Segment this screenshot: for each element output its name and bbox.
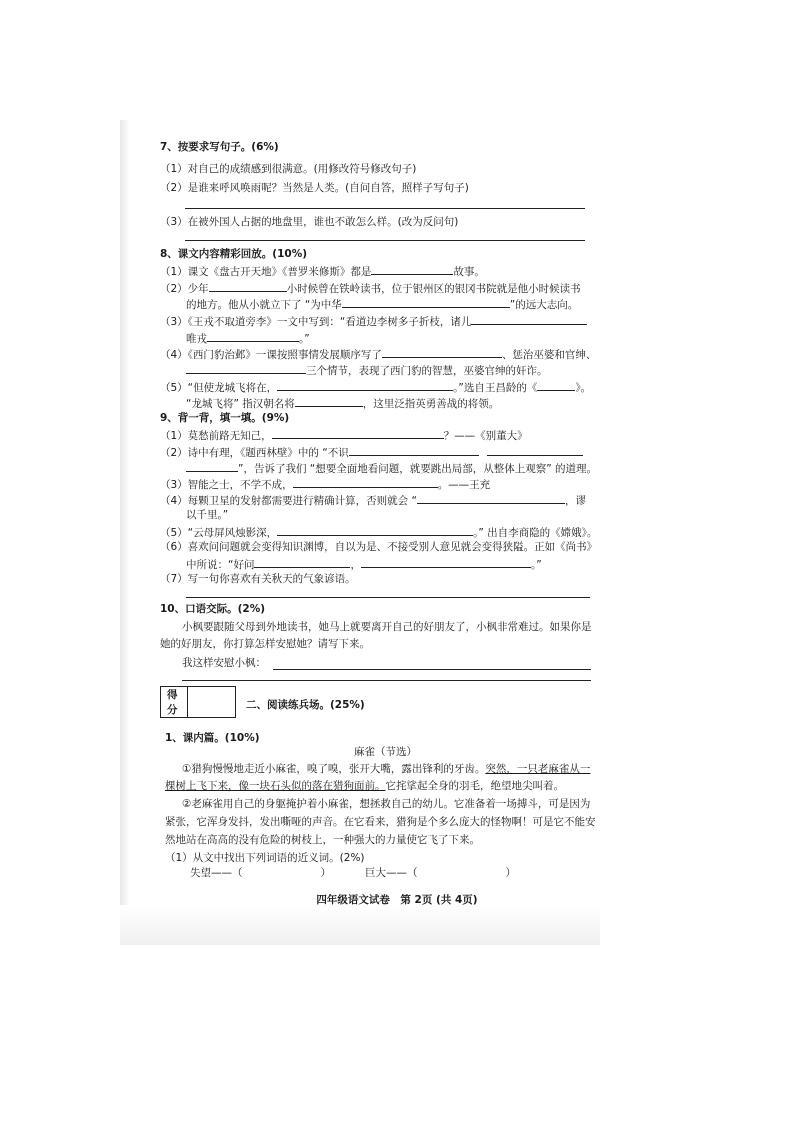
q8-4-blank-b[interactable] [186,362,306,374]
q8-3-text-c: 。” [299,333,310,345]
word-1-close: ） [320,867,331,879]
q9-1-blank[interactable] [272,427,444,439]
page-footer: 四年级语文试卷 第 2页 (共 4页) [316,894,478,906]
reading-q1: （1）从文中找出下列词语的近义词。(2%) [165,852,365,864]
reading-q1-word-1 [190,866,331,880]
reading-subtitle: 1、课内篇。(10%) [165,732,260,744]
q8-5-blank-a[interactable] [277,379,453,391]
q8-item-3-cont [186,330,310,346]
q9-2-text-b: ”，告诉了我们 “想要全面地看问题，就要跳出局部，从整体上观察” 的道理。 [238,463,597,475]
score-box [160,686,236,718]
q9-item-2 [160,444,583,460]
q10-answer-line-2[interactable] [182,680,591,681]
score-label-1: 得 [167,689,178,701]
q7-item-2: （2）是谁来呼风唤雨呢？当然是人类。(自问自答，照样子写句子) [160,182,469,194]
q8-3-blank-b[interactable] [207,330,299,342]
q8-3-text-b: 唯戎 [186,333,207,345]
q9-item-1 [160,427,528,443]
q7-item-1: （1）对自己的成绩感到很满意。(用修改符号修改句子) [160,163,417,175]
q8-4-text-a: （4）《西门豹治邺》一课按照事情发展顺序写了 [160,349,382,361]
q8-5-blank-c[interactable] [295,395,363,407]
q10-title: 10、口语交际。(2%) [160,603,266,615]
q9-item-3 [160,476,490,492]
passage-p2-line-3: 然地站在高高的没有危险的树枝上，一种强大的力量使它飞了下来。 [165,834,480,846]
section-2-title: 二、阅读练兵场。(25%) [246,699,365,711]
passage-p1-line-2 [165,779,564,793]
word-2-close: ） [505,867,516,879]
q10-para-2: 她的好朋友，你打算怎样安慰她？请写下来。 [160,638,370,650]
q9-6-text-c: ， [350,559,361,571]
q8-item-2 [160,280,581,296]
q8-item-4-cont [186,362,548,378]
q9-7-answer-line[interactable] [186,597,590,598]
score-label-2: 分 [167,704,178,716]
q8-5-blank-b[interactable] [537,379,575,391]
q8-item-1 [160,263,485,279]
q9-3-text-b: 。——王充 [437,479,491,491]
q8-5-text-d: “龙城飞将” 指汉朝名将 [186,398,295,410]
q9-2-text-a: （2）诗中有理，《题西林壁》中的 “不识 [160,447,349,459]
q9-4-blank[interactable] [417,492,565,504]
q8-item-2-cont [186,296,578,312]
q9-2-blank-a[interactable] [349,444,479,456]
q9-item-6: （6）喜欢问问题就会变得知识渊博，自以为是、不接受别人意见就会变得狭隘。正如《尚书》 [160,541,598,553]
passage-p2-line-2: 紧张，它浑身发抖，发出嘶哑的声音。在它看来，猎狗是个多么庞大的怪物啊！可是它不能安 [165,816,596,828]
passage-p1-underlined-2: 棵树上飞下来，像一块石头似的落在猎狗面前。 [165,780,386,792]
q8-2-text-d: ”的远大志向。 [509,299,579,311]
q8-5-text-e: ，这里泛指英勇善战的将领。 [362,398,500,410]
q8-item-5 [160,379,591,395]
q9-5-text-b: 。” 出自李商隐的《嫦娥》。 [473,527,598,539]
q8-item-4 [160,346,596,362]
q9-5-text-a: （5）“云母屏风烛影深， [160,527,278,539]
q7-answer-line-3[interactable] [185,240,585,241]
q9-title: 9、背一背，填一填。(9%) [160,412,290,424]
q8-5-text-c: 》。 [575,382,592,394]
q8-5-text-b: 。”选自王昌龄的《 [453,382,538,394]
q10-para-1: 小枫要跟随父母到外地读书，她马上就要离开自己的好朋友了，小枫非常难过。如果你是 [182,621,592,633]
q9-1-text-a: （1）莫愁前路无知己， [160,430,272,442]
q9-2-blank-c[interactable] [186,460,238,472]
q8-item-5-cont [186,395,499,411]
q9-item-2-cont [186,460,597,476]
q9-3-blank[interactable] [293,476,438,488]
q9-1-text-b: ？——《别董大》 [443,430,528,442]
q8-3-text-a: （3）《王戎不取道旁李》一文中写到：“看道边李树多子折枝，诸儿 [160,316,472,328]
q8-4-text-b: 、惩治巫婆和官绅、 [501,349,597,361]
score-box-divider [187,687,188,717]
q9-4-text-b: ，谬 [564,495,586,507]
q9-6-blank-a[interactable] [254,556,350,568]
q9-item-5 [160,524,597,540]
passage-p1-underlined-1: 突然，一只老麻雀从一 [485,763,591,775]
q10-answer-line-1[interactable] [273,669,591,670]
word-1-label: 失望——（ [190,867,243,879]
passage-p2-line-1: ②老麻雀用自己的身躯掩护着小麻雀，想拯救自己的幼儿。它准备着一场搏斗，可是因为 [182,798,591,810]
q8-4-blank-a[interactable] [382,346,502,358]
q9-item-4-cont: 以千里。” [186,509,229,521]
passage-p1-line-1 [182,762,590,776]
q8-item-3 [160,313,587,329]
reading-q1-word-2 [365,866,516,880]
passage-title: 麻雀（节选） [354,746,417,758]
q8-1-text-b: 故事。 [453,266,485,278]
q8-2-text-b: 小时候曾在铁岭读书，位于银州区的银冈书院就是他小时候读书 [286,283,581,295]
q7-answer-line-2[interactable] [185,208,585,209]
q8-1-blank[interactable] [371,263,453,275]
word-2-label: 巨大——（ [365,867,418,879]
q8-4-text-c: 三个情节，表现了西门豹的智慧，巫婆官绅的奸诈。 [306,365,548,377]
q9-item-4 [160,492,586,508]
q8-3-blank-a[interactable] [471,313,587,325]
q9-item-7: （7）写一句你喜欢有关秋天的气象谚语。 [160,573,356,585]
q8-2-text-a: （2）少年 [160,283,209,295]
q9-6-text-d: 。” [530,559,542,571]
passage-p1-a: ①猎狗慢慢地走近小麻雀，嗅了嗅，张开大嘴，露出锋利的牙齿。 [182,763,486,775]
q7-title: 7、按要求写句子。(6%) [160,141,279,153]
q7-item-3: （3）在被外国人占据的地盘里，谁也不敢怎么样。(改为反问句) [160,216,459,228]
q8-2-blank-goal[interactable] [342,296,510,308]
q9-3-text-a: （3）智能之士，不学不成， [160,479,293,491]
passage-p1-d: 它挓挲起全身的羽毛，绝望地尖叫着。 [385,780,564,792]
q8-1-text-a: （1）课文《盘古开天地》《普罗米修斯》都是 [160,266,372,278]
q10-prompt: 我这样安慰小枫： [182,657,266,669]
q8-title: 8、课文内容精彩回放。(10%) [160,248,308,260]
q9-item-6-cont [186,556,542,572]
q8-2-blank-name[interactable] [209,280,287,292]
q8-2-text-c: 的地方。他从小就立下了 “为中华 [186,299,342,311]
q9-2-blank-b[interactable] [487,444,583,456]
q8-5-text-a: （5）“但使龙城飞将在， [160,382,278,394]
q9-6-text-b: 中所说：“好问 [186,559,255,571]
q9-4-text-a: （4）每颗卫星的发射都需要进行精确计算，否则就会 “ [160,495,417,507]
q9-6-blank-b[interactable] [361,556,531,568]
q9-5-blank[interactable] [277,524,473,536]
